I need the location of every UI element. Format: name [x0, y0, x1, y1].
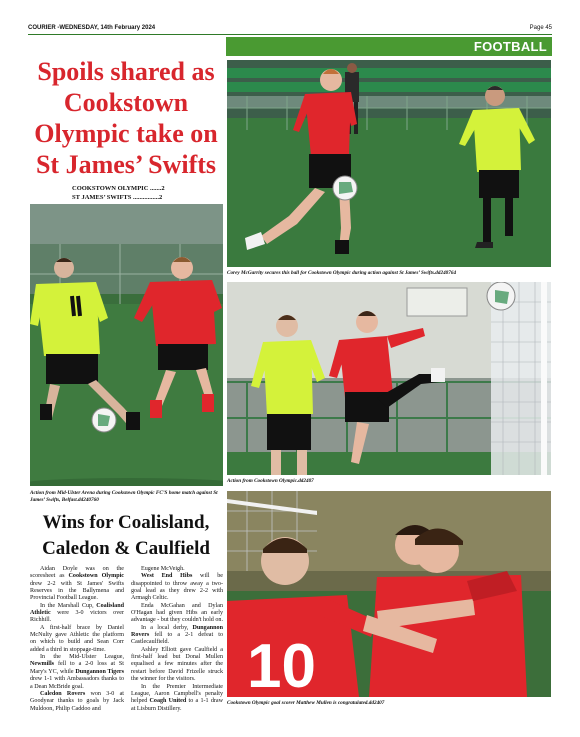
- shirt-number: 10: [247, 632, 316, 697]
- bold-team-name: Cookstown Olympic: [68, 573, 124, 580]
- scoreline-away: ST JAMES’ SWIFTS ................2: [72, 194, 163, 201]
- article-paragraph: West End Hibs will be disappointed to throw away a two-goal lead as they drew 2-2 with Armagh Celtic.: [131, 573, 224, 602]
- caption-photo-mid-ulster-arena: Action from Mid-Ulster Arena during Cookstown Olympic FC’S home match against St James’ Swifts, Belfast.dd240760: [30, 490, 218, 503]
- bold-team-name: Caledon Rovers: [40, 690, 86, 697]
- bold-team-name: Dungannon Tigers: [75, 668, 125, 675]
- article-paragraph: In the Mid-Ulster League, Newmills fell to a 2-0 loss at St Mary's YC, while Dungannon Tigers drew 1-1 with Ambassadors thanks to a Dean McBride goal.: [30, 654, 125, 690]
- scoreline: [72, 184, 192, 202]
- bold-team-name: West End Hibs: [141, 573, 193, 580]
- photo-mid-ulster-arena: [30, 204, 223, 486]
- caption-photo-corey-mcgarrity: Corey McGarrity secures this ball for Cookstown Olympic during action against St James’ Swifts.dd240764: [227, 270, 457, 276]
- masthead-publication-date: COURIER -WEDNESDAY, 14th February 2024: [28, 25, 156, 31]
- caption-photo-cookstown-olympic-action: Action from Cookstown Olympic.dd2407: [227, 478, 314, 484]
- bold-team-name: Newmills: [30, 661, 55, 668]
- caption-photo-goal-scorer: Cookstown Olympic goal scorer Matthew Mullen is congratulated.dd2407: [227, 700, 385, 706]
- page-number: Page 45: [529, 25, 552, 31]
- scoreline-home: COOKSTOWN OLYMPIC .......2: [72, 185, 165, 192]
- article-paragraph: In a local derby, Dungannon Rovers fell to a 2-1 defeat to Castlecaulfield.: [131, 624, 223, 646]
- headline: Spoils shared as Cookstown Olympic take on St James’ Swifts: [34, 57, 218, 179]
- article-paragraph: In the Marshall Cup, Coalisland Athletic were 3-0 victors over Richhill.: [30, 602, 124, 624]
- section-label: FOOTBALL: [473, 39, 547, 54]
- article-paragraph: In the Premier Intermediate League, Aaron Campbell's penalty helped Coagh United to a 1-1 draw at Lisburn Distillery.: [131, 683, 223, 712]
- article-column-2: [131, 566, 223, 713]
- article-paragraph: Caledon Rovers won 3-0 at Goodyear thanks to goals by Jack Muldoon, Philip Caddoo and: [30, 690, 124, 712]
- photo-goal-scorer-congratulated: [227, 491, 551, 697]
- section-banner: [226, 37, 552, 56]
- article-column-1: [30, 566, 124, 713]
- bold-team-name: Coalisland Athletic: [30, 602, 124, 617]
- bold-team-name: Coagh United: [149, 698, 187, 705]
- bold-team-name: Dungannon Rovers: [131, 624, 223, 639]
- photo-cookstown-olympic-action: [227, 282, 551, 475]
- article-paragraph: A first-half brace by Daniel McNulty gave Athletic the platform on which to build and Sean Corr added a third in stoppage-time.: [30, 624, 124, 653]
- article-paragraph: Enda McGahan and Dylan O'Hagan had given Hibs an early advantage - but they couldn't hold on.: [131, 602, 223, 624]
- photo-corey-mcgarrity: [227, 60, 551, 267]
- article-subhead: Wins for Coalisland, Caledon & Caulfield: [42, 512, 210, 559]
- article-paragraph: Aidan Doyle was on the scoresheet as Cookstown Olympic drew 2-2 with St James' Swifts Reserves in the Ballymena and Provincial Football League.: [30, 566, 124, 602]
- masthead-rule: [28, 34, 552, 35]
- article-paragraph: Ashley Elliott gave Caulfield a first-half lead but Donal Mullen equalised a few minutes after the restart before David Frizelle struck the winner for the visitors.: [131, 646, 223, 683]
- article-paragraph: Eugene McVeigh.: [141, 566, 185, 572]
